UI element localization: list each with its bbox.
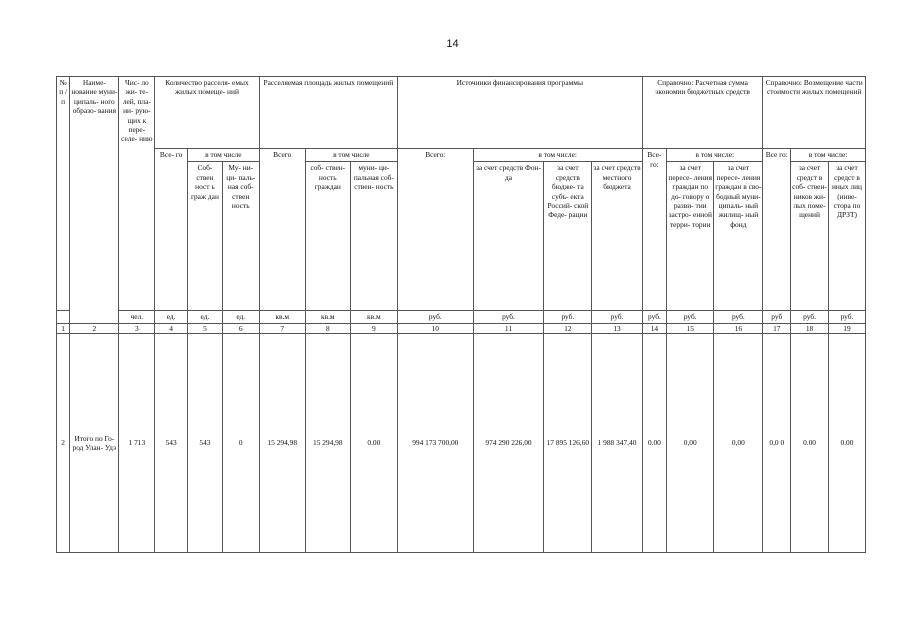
page-number: 14 xyxy=(446,38,459,50)
column-number: 2 xyxy=(70,323,119,334)
header-fin-fund: за счет средств Фон- да xyxy=(473,162,544,311)
column-number: 15 xyxy=(667,323,714,334)
header-count-total: Все- го xyxy=(155,149,188,311)
row-count-total: 543 xyxy=(155,334,188,553)
header-residents: Чис- ло жи- те- лей, пла- ни- рую- щих к пере- селе- нию xyxy=(119,77,155,311)
header-fin-subject: за счет средств бюдже- та субъ- екта Россий- ской Феде- рации xyxy=(544,162,592,311)
header-ref-compensation: Справочно: Возмещение части стоимости жилых помещений xyxy=(763,77,866,149)
unit-cell: руб. xyxy=(592,311,642,324)
column-number: 8 xyxy=(305,323,350,334)
unit-cell: чел. xyxy=(119,311,155,324)
column-number: 1 xyxy=(57,323,70,334)
header-fin-local: за счет средств местного бюджета xyxy=(592,162,642,311)
header-area-including: в том числе xyxy=(305,149,397,162)
column-number: 14 xyxy=(642,323,667,334)
column-number: 12 xyxy=(544,323,592,334)
header-ref-savings: Справочно: Расчетная сумма экономии бюджетных средств xyxy=(642,77,763,149)
unit-cell: руб. xyxy=(397,311,473,324)
column-number: 9 xyxy=(350,323,397,334)
column-number: 13 xyxy=(592,323,642,334)
column-number: 11 xyxy=(473,323,544,334)
unit-cell: руб. xyxy=(828,311,865,324)
header-comp-total: Все го: xyxy=(763,149,791,311)
column-number: 16 xyxy=(714,323,763,334)
row-num: 2 xyxy=(57,334,70,553)
column-number: 17 xyxy=(763,323,791,334)
row-comp-total: 0,0 0 xyxy=(763,334,791,553)
header-row-subgroups xyxy=(57,149,866,162)
column-number: 4 xyxy=(155,323,188,334)
header-area-group: Расселяемая площадь жилых помещений xyxy=(259,77,397,149)
row-area-own: 15 294,98 xyxy=(305,334,350,553)
row-fin-local: 1 988 347,40 xyxy=(592,334,642,553)
column-number: 7 xyxy=(259,323,305,334)
row-residents: 1 713 xyxy=(119,334,155,553)
row-fin-subject: 17 895 126,60 xyxy=(544,334,592,553)
header-area-total: Всего xyxy=(259,149,305,311)
row-fin-total: 994 173 700,00 xyxy=(397,334,473,553)
header-name: Наиме- нование муни- ципаль- ного образо- вания xyxy=(70,77,119,324)
row-municipality: Итого по Го- род Улан- Удэ xyxy=(70,334,119,553)
unit-cell: кв.м xyxy=(259,311,305,324)
unit-cell: руб. xyxy=(544,311,592,324)
header-row-groups xyxy=(57,77,866,149)
table-row xyxy=(57,334,866,553)
resettlement-program-table xyxy=(56,76,866,553)
header-comp-others: за счет средст в иных лиц (инве- стора по ДРЗТ) xyxy=(828,162,865,311)
unit-cell: руб. xyxy=(714,311,763,324)
header-count-mun: Му- ни- ци- паль- ная соб- ствен ность xyxy=(222,162,259,311)
header-sav-contract: за счет пересе- ления граждан по до- говору о разви- тии застро- енной терри- тории xyxy=(667,162,714,311)
unit-cell: руб xyxy=(763,311,791,324)
header-finance-total: Всего: xyxy=(397,149,473,311)
unit-cell: кв.м xyxy=(350,311,397,324)
column-number: 3 xyxy=(119,323,155,334)
header-savings-including: в том числе: xyxy=(667,149,763,162)
header-area-own: соб- ствен- ность граждан xyxy=(305,162,350,311)
header-count-own: Соб- ствен ност ь граж дан xyxy=(188,162,223,311)
row-comp-others: 0.00 xyxy=(828,334,865,553)
column-number: 19 xyxy=(828,323,865,334)
unit-cell: кв.м xyxy=(305,311,350,324)
header-comp-owners: за счет средст в соб- ствен- ников жи- лых поме- щений xyxy=(791,162,829,311)
header-sav-free: за счет пересе- ления граждан в сво- бодный муни- ципаль- ный жилищ- ный фонд xyxy=(714,162,763,311)
unit-cell xyxy=(57,311,70,324)
unit-cell: ед. xyxy=(222,311,259,324)
unit-cell: руб. xyxy=(473,311,544,324)
header-savings-total: Все- го: xyxy=(642,149,667,311)
unit-cell: руб. xyxy=(642,311,667,324)
row-sav-free: 0,00 xyxy=(714,334,763,553)
unit-cell: руб. xyxy=(667,311,714,324)
row-count-own: 543 xyxy=(188,334,223,553)
row-area-mun: 0.00 xyxy=(350,334,397,553)
header-area-mun: муни- ци- пальная соб- ствен- ность xyxy=(350,162,397,311)
row-comp-owners: 0.00 xyxy=(791,334,829,553)
unit-cell: ед. xyxy=(188,311,223,324)
row-sav-contract: 0,00 xyxy=(667,334,714,553)
row-fin-fund: 974 290 226,00 xyxy=(473,334,544,553)
column-number: 6 xyxy=(222,323,259,334)
header-finance-group: Источники финансирования программы xyxy=(397,77,642,149)
row-sav-total: 0.00 xyxy=(642,334,667,553)
row-count-mun: 0 xyxy=(222,334,259,553)
header-num: № п / п xyxy=(57,77,70,311)
units-row xyxy=(57,311,866,324)
header-comp-including: в том числе: xyxy=(791,149,866,162)
unit-cell: ед. xyxy=(155,311,188,324)
header-finance-including: в том числе: xyxy=(473,149,642,162)
column-numbers-row xyxy=(57,323,866,334)
column-number: 5 xyxy=(188,323,223,334)
column-number: 18 xyxy=(791,323,829,334)
header-count-including: в том числе xyxy=(188,149,260,162)
header-count-group: Количество расселя- емых жилых помеще- ний xyxy=(155,77,259,149)
unit-cell: руб. xyxy=(791,311,829,324)
column-number: 10 xyxy=(397,323,473,334)
row-area-total: 15 294,98 xyxy=(259,334,305,553)
